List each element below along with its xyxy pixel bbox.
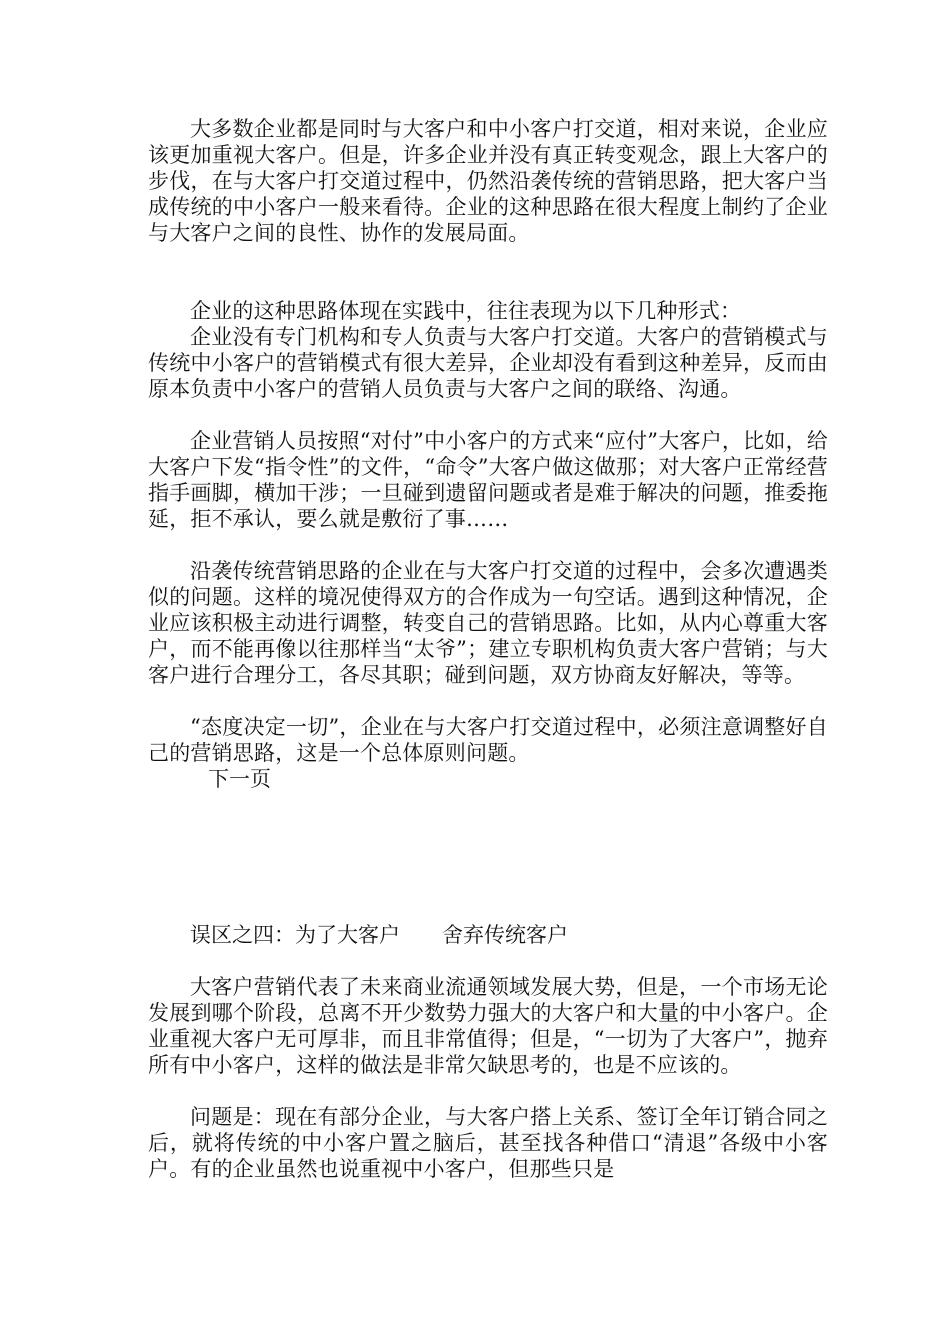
next-page-link[interactable]: 下一页: [208, 767, 271, 791]
paragraph-adjust-thinking: 沿袭传统营销思路的企业在与大客户打交道的过程中，会多次遭遇类似的问题。这样的境况使得双方的合作成为一句空话。遇到这种情况，企业应该积极主动进行调整，转变自己的营销思路。比如，从内心尊重大客户，而不能再像以往那样当“太爷”；建立专职机构负责大客户营销；与大客户进行合理分工，各尽其职；碰到问题，双方协商友好解决，等等。: [148, 559, 828, 687]
spacer: [148, 402, 828, 428]
paragraph-no-dedicated-staff: 企业没有专门机构和专人负责与大客户打交道。大客户的营销模式与传统中小客户的营销模式有很大差异，企业却没有看到这种差异，反而由原本负责中小客户的营销人员负责与大客户之间的联络、沟通。: [148, 325, 828, 401]
paragraph-problem: 问题是：现在有部分企业，与大客户搭上关系、签订全年订销合同之后，就将传统的中小客户置之脑后，甚至找各种借口“清退”各级中小客户。有的企业虽然也说重视中小客户，但那些只是: [148, 1105, 828, 1181]
document-page: [148, 116, 828, 1182]
paragraph-staff-attitude: 企业营销人员按照“对付”中小客户的方式来“应付”大客户，比如，给大客户下发“指令性”的文件，“命令”大客户做这做那；对大客户正常经营指手画脚，横加干涉；一旦碰到遗留问题或者是难于解决的问题，推委拖延，拒不承认，要么就是敷衍了事……: [148, 429, 828, 531]
section-heading: 误区之四：为了大客户 舍弃传统客户: [190, 923, 568, 947]
spacer: [148, 688, 828, 714]
spacer: [148, 948, 828, 974]
paragraph-big-client-trend: 大客户营销代表了未来商业流通领域发展大势，但是，一个市场无论发展到哪个阶段，总离不开少数势力强大的大客户和大量的中小客户。企业重视大客户无可厚非，而且非常值得；但是，“一切为了大客户”，抛弃所有中小客户，这样的做法是非常欠缺思考的，也是不应该的。: [148, 975, 828, 1077]
spacer: [148, 532, 828, 558]
paragraph-forms-intro: 企业的这种思路体现在实践中，往往表现为以下几种形式：: [190, 299, 742, 323]
spacer: [148, 792, 828, 922]
paragraph-attitude-decides: “态度决定一切”，企业在与大客户打交道过程中，必须注意调整好自己的营销思路，这是一个总体原则问题。: [148, 715, 828, 765]
paragraph-intro: 大多数企业都是同时与大客户和中小客户打交道，相对来说，企业应该更加重视大客户。但是，许多企业并没有真正转变观念，跟上大客户的步伐，在与大客户打交道过程中，仍然沿袭传统的营销思路，把大客户当成传统的中小客户一般来看待。企业的这种思路在很大程度上制约了企业与大客户之间的良性、协作的发展局面。: [148, 117, 828, 245]
spacer: [148, 246, 828, 298]
spacer: [148, 1078, 828, 1104]
